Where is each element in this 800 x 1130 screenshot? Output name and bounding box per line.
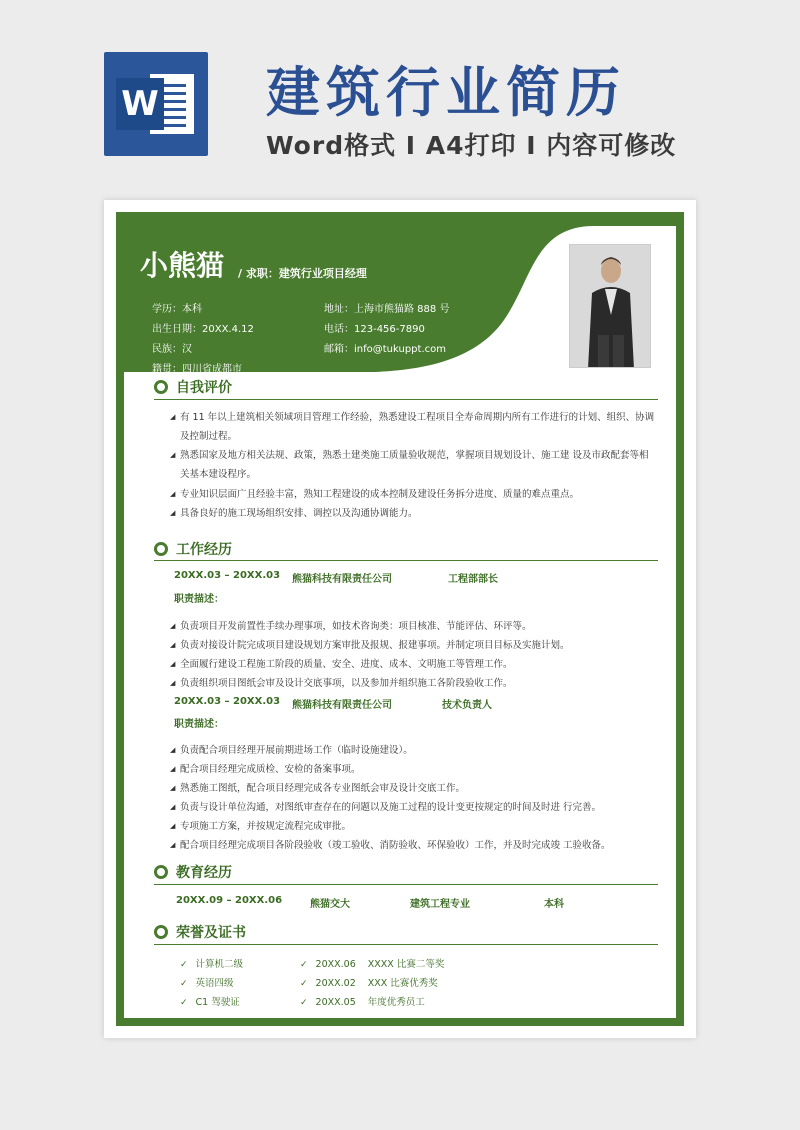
- triangle-bullet-icon: ◢: [170, 746, 176, 754]
- check-icon: ✓: [180, 960, 188, 970]
- list-item: ◢ 配合项目经理完成质检、安检的备案事项。: [180, 760, 658, 779]
- triangle-bullet-icon: ◢: [170, 822, 176, 830]
- triangle-bullet-icon: ◢: [170, 622, 176, 630]
- page-subtitle: Word格式 I A4打印 I 内容可修改: [266, 131, 677, 160]
- work-period: 20XX.03 – 20XX.03: [174, 570, 281, 581]
- triangle-bullet-icon: ◢: [170, 641, 176, 649]
- list-item: ◢ 具备良好的施工现场组织安排、调控以及沟通协调能力。: [180, 504, 658, 523]
- ring-icon: [154, 865, 168, 879]
- edu-period: 20XX.09 – 20XX.06: [176, 895, 283, 906]
- list-item: ✓ 20XX.05 年度优秀员工: [300, 997, 425, 1008]
- list-item: ◢ 配合项目经理完成项目各阶段验收（竣工验收、消防验收、环保验收）工作，并及时完成竣 工验收备。: [180, 836, 658, 855]
- triangle-bullet-icon: ◢: [170, 803, 176, 811]
- info-address: 地址：上海市熊猫路 888 号: [324, 304, 450, 315]
- profile-photo: [569, 244, 651, 368]
- list-item: ✓ 计算机二级: [180, 959, 244, 970]
- triangle-bullet-icon: ◢: [170, 451, 176, 459]
- list-item: ✓ 20XX.02 XXX 比赛优秀奖: [300, 978, 438, 989]
- check-icon: ✓: [300, 960, 308, 970]
- edu-degree: 本科: [544, 899, 564, 910]
- info-ethnicity: 民族：汉: [152, 344, 192, 355]
- list-item: ◢ 熟悉国家及地方相关法规、政策，熟悉土建类施工质量验收规范，掌握项目规划设计、施工建 设及市政配套等相关基本建设程序。: [180, 446, 658, 484]
- work-company: 熊猫科技有限责任公司: [292, 574, 392, 585]
- triangle-bullet-icon: ◢: [170, 413, 176, 421]
- list-item: ◢ 有 11 年以上建筑相关领域项目管理工作经验，熟悉建设工程项目全寿命周期内所有工作进行的计划、组织、协调及控制过程。: [180, 408, 658, 446]
- triangle-bullet-icon: ◢: [170, 841, 176, 849]
- green-frame: [116, 212, 684, 1026]
- check-icon: ✓: [180, 979, 188, 989]
- work-position: 技术负责人: [442, 700, 492, 711]
- edu-school: 熊猫交大: [310, 899, 350, 910]
- list-item: ◢ 专项施工方案，并按规定流程完成审批。: [180, 817, 658, 836]
- list-item: ◢ 负责与设计单位沟通，对图纸审查存在的问题以及施工过程的设计变更按规定的时间及时进 行完善。: [180, 798, 658, 817]
- triangle-bullet-icon: ◢: [170, 679, 176, 687]
- ring-icon: [154, 925, 168, 939]
- info-education: 学历：本科: [152, 304, 202, 315]
- duty-label: 职责描述：: [174, 594, 224, 605]
- list-item: ◢ 专业知识层面广且经验丰富，熟知工程建设的成本控制及建设任务拆分进度、质量的难点重点。: [180, 485, 658, 504]
- check-icon: ✓: [180, 998, 188, 1008]
- info-email: 邮箱：info@tukuppt.com: [324, 344, 446, 355]
- info-birth: 出生日期：20XX.4.12: [152, 324, 254, 335]
- section-divider: [154, 944, 658, 945]
- resume-paper: [104, 200, 696, 1038]
- triangle-bullet-icon: ◢: [170, 765, 176, 773]
- list-item: ◢ 熟悉施工图纸，配合项目经理完成各专业图纸会审及设计交底工作。: [180, 779, 658, 798]
- section-divider: [154, 399, 658, 400]
- check-icon: ✓: [300, 979, 308, 989]
- resume-body: 小熊猫 / 求职：建筑行业项目经理 学历：本科 出生日期：20XX.4.12 民族：汉 籍贯：四川省成都市 地址：上海市熊猫路 888 号 电话：123-456-7890 邮箱：info@tukuppt.com 自我评价 ◢ 有 11 年以上建筑相关领域项目管理工作经验，熟悉建设工程项目全寿命周期内所有工作进行的计划、组织、协调及控制过程。 ◢ 熟悉国家及地方相关法规、政策，熟悉土建类施工质量验收规范，掌握项目规划设计、施工建 设及市政配套等相关基本建设程序。 ◢ 专业知识层面广且经验丰富，熟知工程建设的成本控制及建设任务拆分进度、质量的难点重点。 ◢ 具备良好的施工现场组织安排、调控以及沟通协调能力。 工作经历 20XX.03 – 20XX.03 熊猫科技有限责任公司 工程部部长 职责描述： ◢ 负责项目开发前置性手续办理事项，如技术咨询类：项目核准、节能评估、环评等。 ◢ 负责对接设计院完成项目建设规划方案审批及报规、报建事项。并制定项目目标及实施计划。 ◢ 全面履行建设工程施工阶段的质量、安全、进度、成本、文明施工等管理工作。 ◢ 负责组织项目图纸会审及设计交底事项，以及参加并组织施工各阶段验收工作。 20XX.03 – 20XX.03 熊猫科技有限责任公司 技术负责人 职责描述： ◢ 负责配合项目经理开展前期进场工作（临时设施建设）。 ◢ 配合项目经理完成质检、安检的备案事项。 ◢ 熟悉施工图纸，配合项目经理完成各专业图纸会审及设计交底工作。 ◢ 负责与设计单位沟通，对图纸审查存在的问题以及施工过程的设计变更按规定的时间及时进 行完善。 ◢ 专项施工方案，并按规定流程完成审批。 ◢ 配合项目经理完成项目各阶段验收（竣工验收、消防验收、环保验收）工作，并及时完成竣 工验收备。 教育经历 20XX.09 – 20XX.06 熊猫交大 建筑工程专业 本科 荣誉及证书 ✓ 计算机二级 ✓ 英语四级 ✓ C1 驾驶证 ✓ 20XX.06 XXXX 比赛二等奖 ✓ 20XX.02 XXX 比赛优秀奖 ✓ 20XX.05 年度优秀员工: [124, 220, 676, 1018]
- list-item: ◢ 负责项目开发前置性手续办理事项，如技术咨询类：项目核准、节能评估、环评等。: [180, 617, 658, 636]
- info-origin: 籍贯：四川省成都市: [152, 364, 242, 375]
- duty-label: 职责描述：: [174, 719, 224, 730]
- list-item: ✓ 英语四级: [180, 978, 234, 989]
- job-objective: / 求职：建筑行业项目经理: [238, 267, 367, 280]
- list-item: ◢ 负责组织项目图纸会审及设计交底事项，以及参加并组织施工各阶段验收工作。: [180, 674, 658, 693]
- list-item: ✓ C1 驾驶证: [180, 997, 240, 1008]
- work-position: 工程部部长: [448, 574, 498, 585]
- edu-major: 建筑工程专业: [410, 899, 470, 910]
- work-company: 熊猫科技有限责任公司: [292, 700, 392, 711]
- page-title: 建筑行业简历: [266, 61, 626, 124]
- list-item: ◢ 负责配合项目经理开展前期进场工作（临时设施建设）。: [180, 741, 658, 760]
- list-item: ◢ 负责对接设计院完成项目建设规划方案审批及报规、报建事项。并制定项目目标及实施计划。: [180, 636, 658, 655]
- triangle-bullet-icon: ◢: [170, 509, 176, 517]
- section-divider: [154, 884, 658, 885]
- ring-icon: [154, 380, 168, 394]
- info-phone: 电话：123-456-7890: [324, 324, 425, 335]
- ring-icon: [154, 542, 168, 556]
- candidate-name: 小熊猫: [140, 249, 225, 282]
- triangle-bullet-icon: ◢: [170, 784, 176, 792]
- list-item: ◢ 全面履行建设工程施工阶段的质量、安全、进度、成本、文明施工等管理工作。: [180, 655, 658, 674]
- section-divider: [154, 560, 658, 561]
- word-letter: W: [116, 78, 164, 130]
- word-logo-icon: [104, 52, 208, 156]
- work-period: 20XX.03 – 20XX.03: [174, 696, 281, 707]
- list-item: ✓ 20XX.06 XXXX 比赛二等奖: [300, 959, 445, 970]
- check-icon: ✓: [300, 998, 308, 1008]
- triangle-bullet-icon: ◢: [170, 660, 176, 668]
- triangle-bullet-icon: ◢: [170, 490, 176, 498]
